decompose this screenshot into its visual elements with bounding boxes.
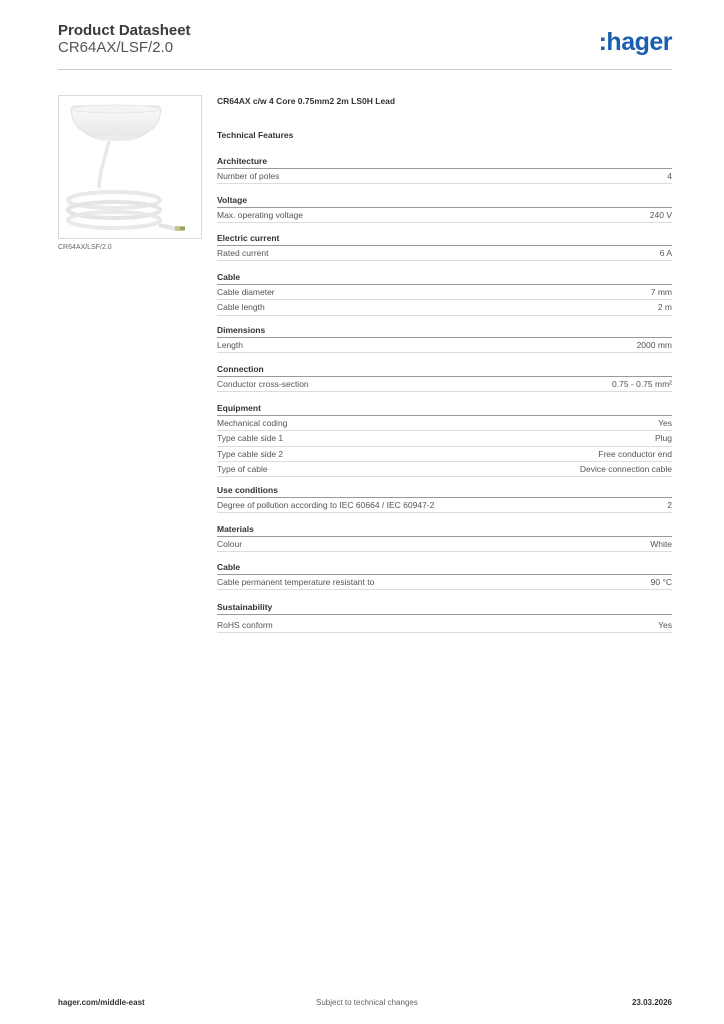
spec-label: Max. operating voltage xyxy=(217,210,303,220)
spec-row xyxy=(217,208,672,223)
group-title: Use conditions xyxy=(217,483,672,498)
footer-date: 23.03.2026 xyxy=(631,998,672,1007)
spec-label: RoHS conform xyxy=(217,620,273,630)
spec-row xyxy=(217,498,672,513)
spec-value: Device connection cable xyxy=(579,463,672,474)
spec-row xyxy=(217,285,672,300)
hager-logo: :hager xyxy=(598,28,672,56)
spec-label: Type of cable xyxy=(217,463,268,474)
spec-label: Number of poles xyxy=(217,171,280,181)
spec-value: 4 xyxy=(667,171,672,181)
spec-row xyxy=(217,447,672,462)
group-dimensions xyxy=(217,323,672,353)
page-header xyxy=(58,22,672,70)
spec-value: Yes xyxy=(658,418,672,428)
spec-value: Plug xyxy=(654,433,672,444)
document-title: Product Datasheet xyxy=(58,22,191,39)
product-description: CR64AX c/w 4 Core 0.75mm2 2m LS0H Lead xyxy=(217,96,396,106)
product-image-caption: CR64AX/LSF/2.0 xyxy=(58,244,112,251)
spec-value: 0.75 - 0.75 mm² xyxy=(612,379,672,389)
spec-row xyxy=(217,537,672,552)
spec-row xyxy=(217,338,672,353)
spec-row xyxy=(217,300,672,315)
technical-features-heading: Technical Features xyxy=(217,130,294,140)
spec-label: Cable permanent temperature resistant to xyxy=(217,577,375,587)
group-title: Dimensions xyxy=(217,323,672,338)
footer-website: hager.com/middle-east xyxy=(58,998,145,1007)
group-title: Materials xyxy=(217,522,672,537)
group-title: Architecture xyxy=(217,154,672,169)
spec-value: Free conductor end xyxy=(598,448,672,459)
spec-row xyxy=(217,431,672,446)
group-connection xyxy=(217,362,672,392)
spec-row xyxy=(217,246,672,261)
footer-notice: Subject to technical changes xyxy=(316,998,418,1007)
spec-value: 90 °C xyxy=(650,577,672,587)
spec-value: 2 xyxy=(667,500,672,510)
product-code: CR64AX/LSF/2.0 xyxy=(58,39,174,56)
group-electric-current xyxy=(217,231,672,261)
spec-value: 2 m xyxy=(657,302,672,313)
group-title: Cable xyxy=(217,560,672,575)
product-image xyxy=(58,95,202,239)
group-title: Equipment xyxy=(217,401,672,416)
group-title: Electric current xyxy=(217,231,672,246)
group-materials xyxy=(217,522,672,552)
page-footer xyxy=(58,998,672,1010)
spec-row xyxy=(217,575,672,590)
spec-label: Cable length xyxy=(217,302,265,313)
group-title: Sustainability xyxy=(217,600,672,615)
group-sustainability xyxy=(217,600,672,633)
spec-row xyxy=(217,169,672,184)
spec-label: Degree of pollution according to IEC 60664 / IEC 60947-2 xyxy=(217,500,435,510)
spec-label: Colour xyxy=(217,539,243,549)
group-voltage xyxy=(217,193,672,223)
spec-label: Length xyxy=(217,340,243,350)
spec-value: 6 A xyxy=(659,248,672,258)
spec-value: 2000 mm xyxy=(636,340,672,350)
spec-label: Cable diameter xyxy=(217,287,275,297)
group-title: Connection xyxy=(217,362,672,377)
spec-label: Conductor cross-section xyxy=(217,379,309,389)
group-architecture xyxy=(217,154,672,184)
spec-value: 7 mm xyxy=(650,287,672,297)
spec-label: Rated current xyxy=(217,248,269,258)
ceiling-rose-with-cable-image xyxy=(59,96,201,238)
group-title: Voltage xyxy=(217,193,672,208)
spec-row xyxy=(217,618,672,633)
group-equipment xyxy=(217,401,672,477)
group-use-conditions xyxy=(217,483,672,513)
group-cable xyxy=(217,270,672,316)
spec-label: Mechanical coding xyxy=(217,418,288,428)
spec-row xyxy=(217,416,672,431)
group-cable-temperature xyxy=(217,560,672,590)
group-title: Cable xyxy=(217,270,672,285)
spec-label: Type cable side 1 xyxy=(217,433,284,444)
spec-row xyxy=(217,377,672,392)
spec-row xyxy=(217,462,672,477)
spec-value: White xyxy=(650,539,672,549)
spec-value: 240 V xyxy=(649,210,672,220)
spec-value: Yes xyxy=(658,620,672,630)
spec-label: Type cable side 2 xyxy=(217,448,284,459)
